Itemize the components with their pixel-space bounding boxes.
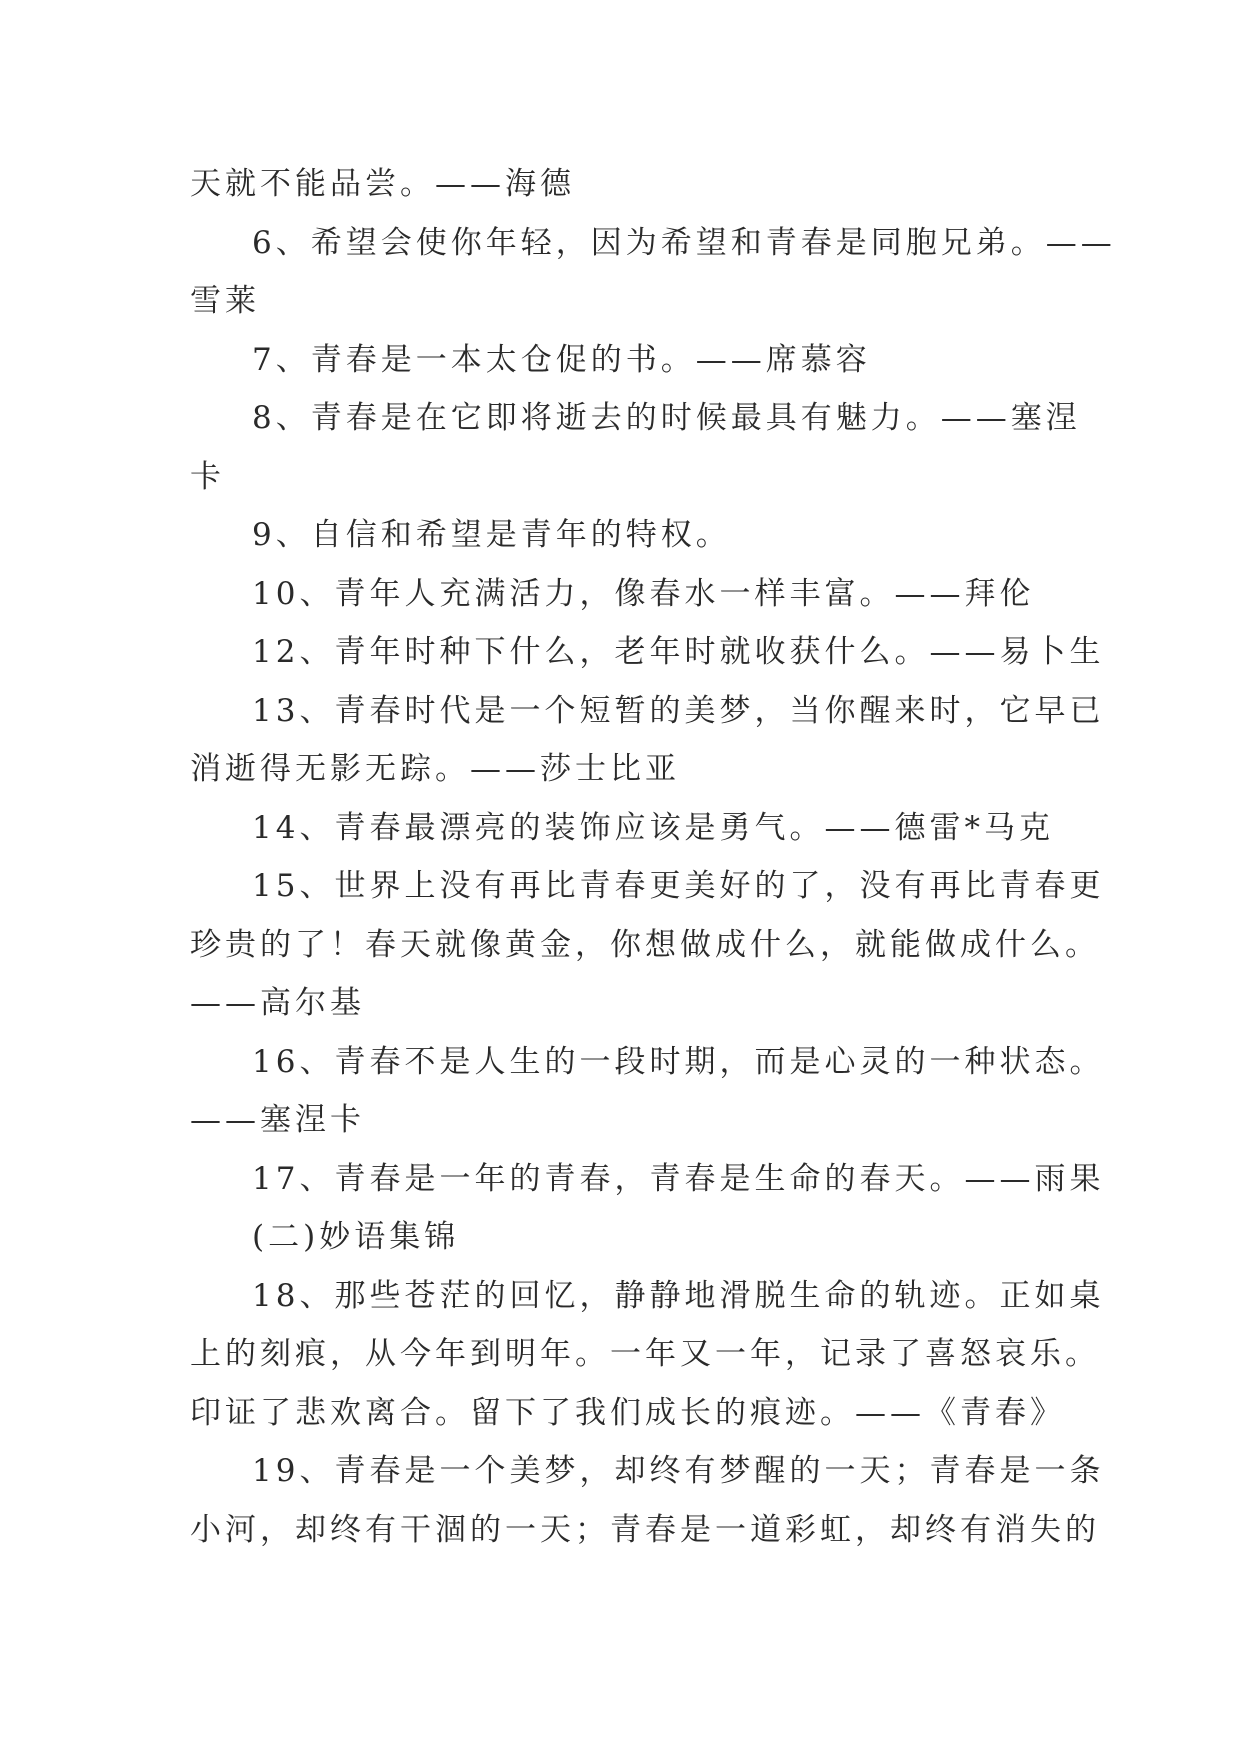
text-line: 珍贵的了！春天就像黄金，你想做成什么，就能做成什么。 bbox=[190, 926, 1100, 963]
text-line: 消逝得无影无踪。——莎士比亚 bbox=[190, 751, 680, 787]
text-line: 雪莱 bbox=[190, 283, 260, 319]
text-line: 13、青春时代是一个短暂的美梦，当你醒来时，它早已 bbox=[252, 692, 1105, 729]
text-line: 天就不能品尝。——海德 bbox=[190, 166, 575, 202]
text-line: ——高尔基 bbox=[190, 985, 365, 1021]
section-heading: (二)妙语集锦 bbox=[252, 1219, 460, 1255]
text-line: 小河，却终有干涸的一天；青春是一道彩虹，却终有消失的 bbox=[190, 1511, 1100, 1548]
text-line: 6、希望会使你年轻，因为希望和青春是同胞兄弟。—— bbox=[252, 224, 1116, 261]
text-line: 16、青春不是人生的一段时期，而是心灵的一种状态。 bbox=[252, 1043, 1105, 1080]
text-line: 8、青春是在它即将逝去的时候最具有魅力。——塞涅 bbox=[252, 400, 1081, 436]
text-line: 印证了悲欢离合。留下了我们成长的痕迹。——《青春》 bbox=[190, 1394, 1065, 1431]
text-line: 15、世界上没有再比青春更美好的了，没有再比青春更 bbox=[252, 868, 1105, 904]
text-line: 14、青春最漂亮的装饰应该是勇气。——德雷*马克 bbox=[252, 809, 1054, 846]
text-line: 19、青春是一个美梦，却终有梦醒的一天；青春是一条 bbox=[252, 1453, 1105, 1489]
text-line: 上的刻痕，从今年到明年。一年又一年，记录了喜怒哀乐。 bbox=[190, 1336, 1100, 1372]
text-line: ——塞涅卡 bbox=[190, 1102, 365, 1138]
text-line: 12、青年时种下什么，老年时就收获什么。——易卜生 bbox=[252, 634, 1105, 670]
text-line: 10、青年人充满活力，像春水一样丰富。——拜伦 bbox=[252, 575, 1035, 612]
body-text bbox=[190, 155, 1116, 1559]
text-line: 17、青春是一年的青春，青春是生命的春天。——雨果 bbox=[252, 1160, 1105, 1197]
text-line: 7、青春是一本太仓促的书。——席慕容 bbox=[252, 341, 871, 378]
text-line: 18、那些苍茫的回忆，静静地滑脱生命的轨迹。正如桌 bbox=[252, 1277, 1105, 1314]
text-line: 卡 bbox=[190, 458, 225, 495]
text-line: 9、自信和希望是青年的特权。 bbox=[252, 517, 731, 553]
